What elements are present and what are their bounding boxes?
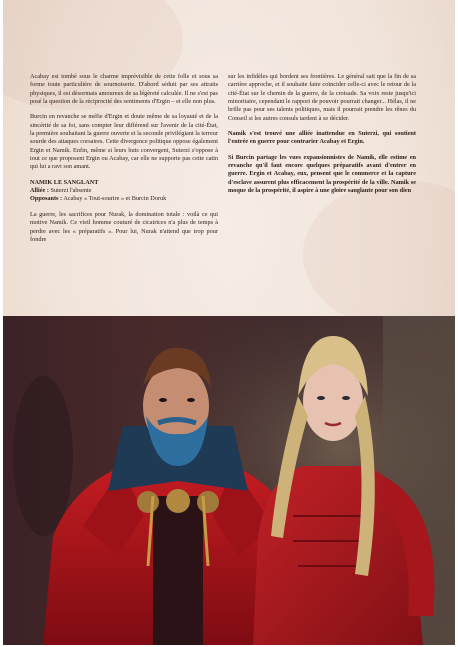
paragraph: Namik s'est trouvé une alliée inattendue en Suterzi, qui soutient l'entrée en guerre pour contrarier Acabay et Ergin. bbox=[228, 130, 416, 146]
paragraph: Si Burcin partage les vues expansionnistes de Namik, elle estime en revanche qu'il faut encore quelques préparatifs avant d'entrer en guerre. Ergin et Acabay, eux, pensent que le commerce et la capture d'esclave assurent plus efficacement la prospérité de la ville. Namik se moque de la prospérité, il aspire à une gloire sanglante pour son dieu bbox=[228, 153, 416, 195]
woman-eye bbox=[317, 396, 325, 400]
paragraph: La guerre, les sacrifices pour Nurak, la domination totale : voilà ce qui motive Namik. Ce vieil homme couturé de cicatrices n'a plus de temps à perdre avec les « préparatifs ». Pour lui, Nurak n'attend que trop pour fondre bbox=[30, 210, 218, 243]
paragraph: sur les infidèles qui bordent ses frontières. Le général sait que la fin de sa carrière approche, et il souhaite faire coïncider celle-ci avec le retour de la cité-État sur le chemin de la guerre, de la croisade. Sa voix reste jusqu'ici minoritaire, cependant le rapport de pouvoir pourrait changer... Hélas, il ne brille pas pour ses talents politiques, mais il pourrait prendre les rênes du Conseil si les autres consuls tardent à se décider. bbox=[228, 73, 416, 122]
ally-value: Suterzi l'absente bbox=[50, 187, 92, 195]
section-title: NAMIK LE SANGLANT bbox=[30, 178, 99, 186]
left-text-column bbox=[30, 73, 218, 251]
character-illustration bbox=[3, 316, 455, 645]
man-eye bbox=[187, 398, 195, 402]
man-eye bbox=[159, 398, 167, 402]
skull-ornament bbox=[137, 491, 159, 513]
ally-label: Alliée : bbox=[30, 187, 49, 195]
opponents-label: Opposants : bbox=[30, 195, 63, 203]
opponents-line bbox=[30, 195, 218, 203]
woman-eye bbox=[342, 396, 350, 400]
illustration-svg bbox=[3, 316, 455, 645]
right-text-column bbox=[228, 73, 416, 202]
background-silhouette bbox=[13, 376, 73, 536]
paragraph: Acabay est tombé sous le charme imprévisible de cette folle et sous sa forme toute particulière de sournoiserie. D'abord séduit par ses attraits physiques, il est désormais amoureux de sa légèreté calculée. Il ne s'est pas posé la question de la réciprocité des sentiments d'Ergin – et elle non plus. bbox=[30, 73, 218, 106]
opponents-value: Acabay « Tout-sourire » et Burcin Doruk bbox=[63, 195, 167, 203]
paragraph: Burcin en revanche se méfie d'Ergin et doute même de sa loyauté et de la sincérité de sa foi, sans compter leur différend sur l'avenir de la cité-État, la première souhaitant la guerre ouverte et la seconde privilégiant la terreur sourde des attaques corsaires. Cette divergence politique oppose également Ergin et Namik. Enfin, même si leurs buts convergent, Suterzi s'oppose à tout ce que proposent Ergin ou Acabay, car elle ne supporte pas cette catin qui lui a ravi son amant. bbox=[30, 113, 218, 171]
ally-line bbox=[30, 187, 218, 195]
skull-ornament bbox=[166, 489, 190, 513]
parchment-stain bbox=[303, 180, 455, 330]
robe-inner bbox=[153, 496, 203, 645]
skull-ornament bbox=[197, 491, 219, 513]
